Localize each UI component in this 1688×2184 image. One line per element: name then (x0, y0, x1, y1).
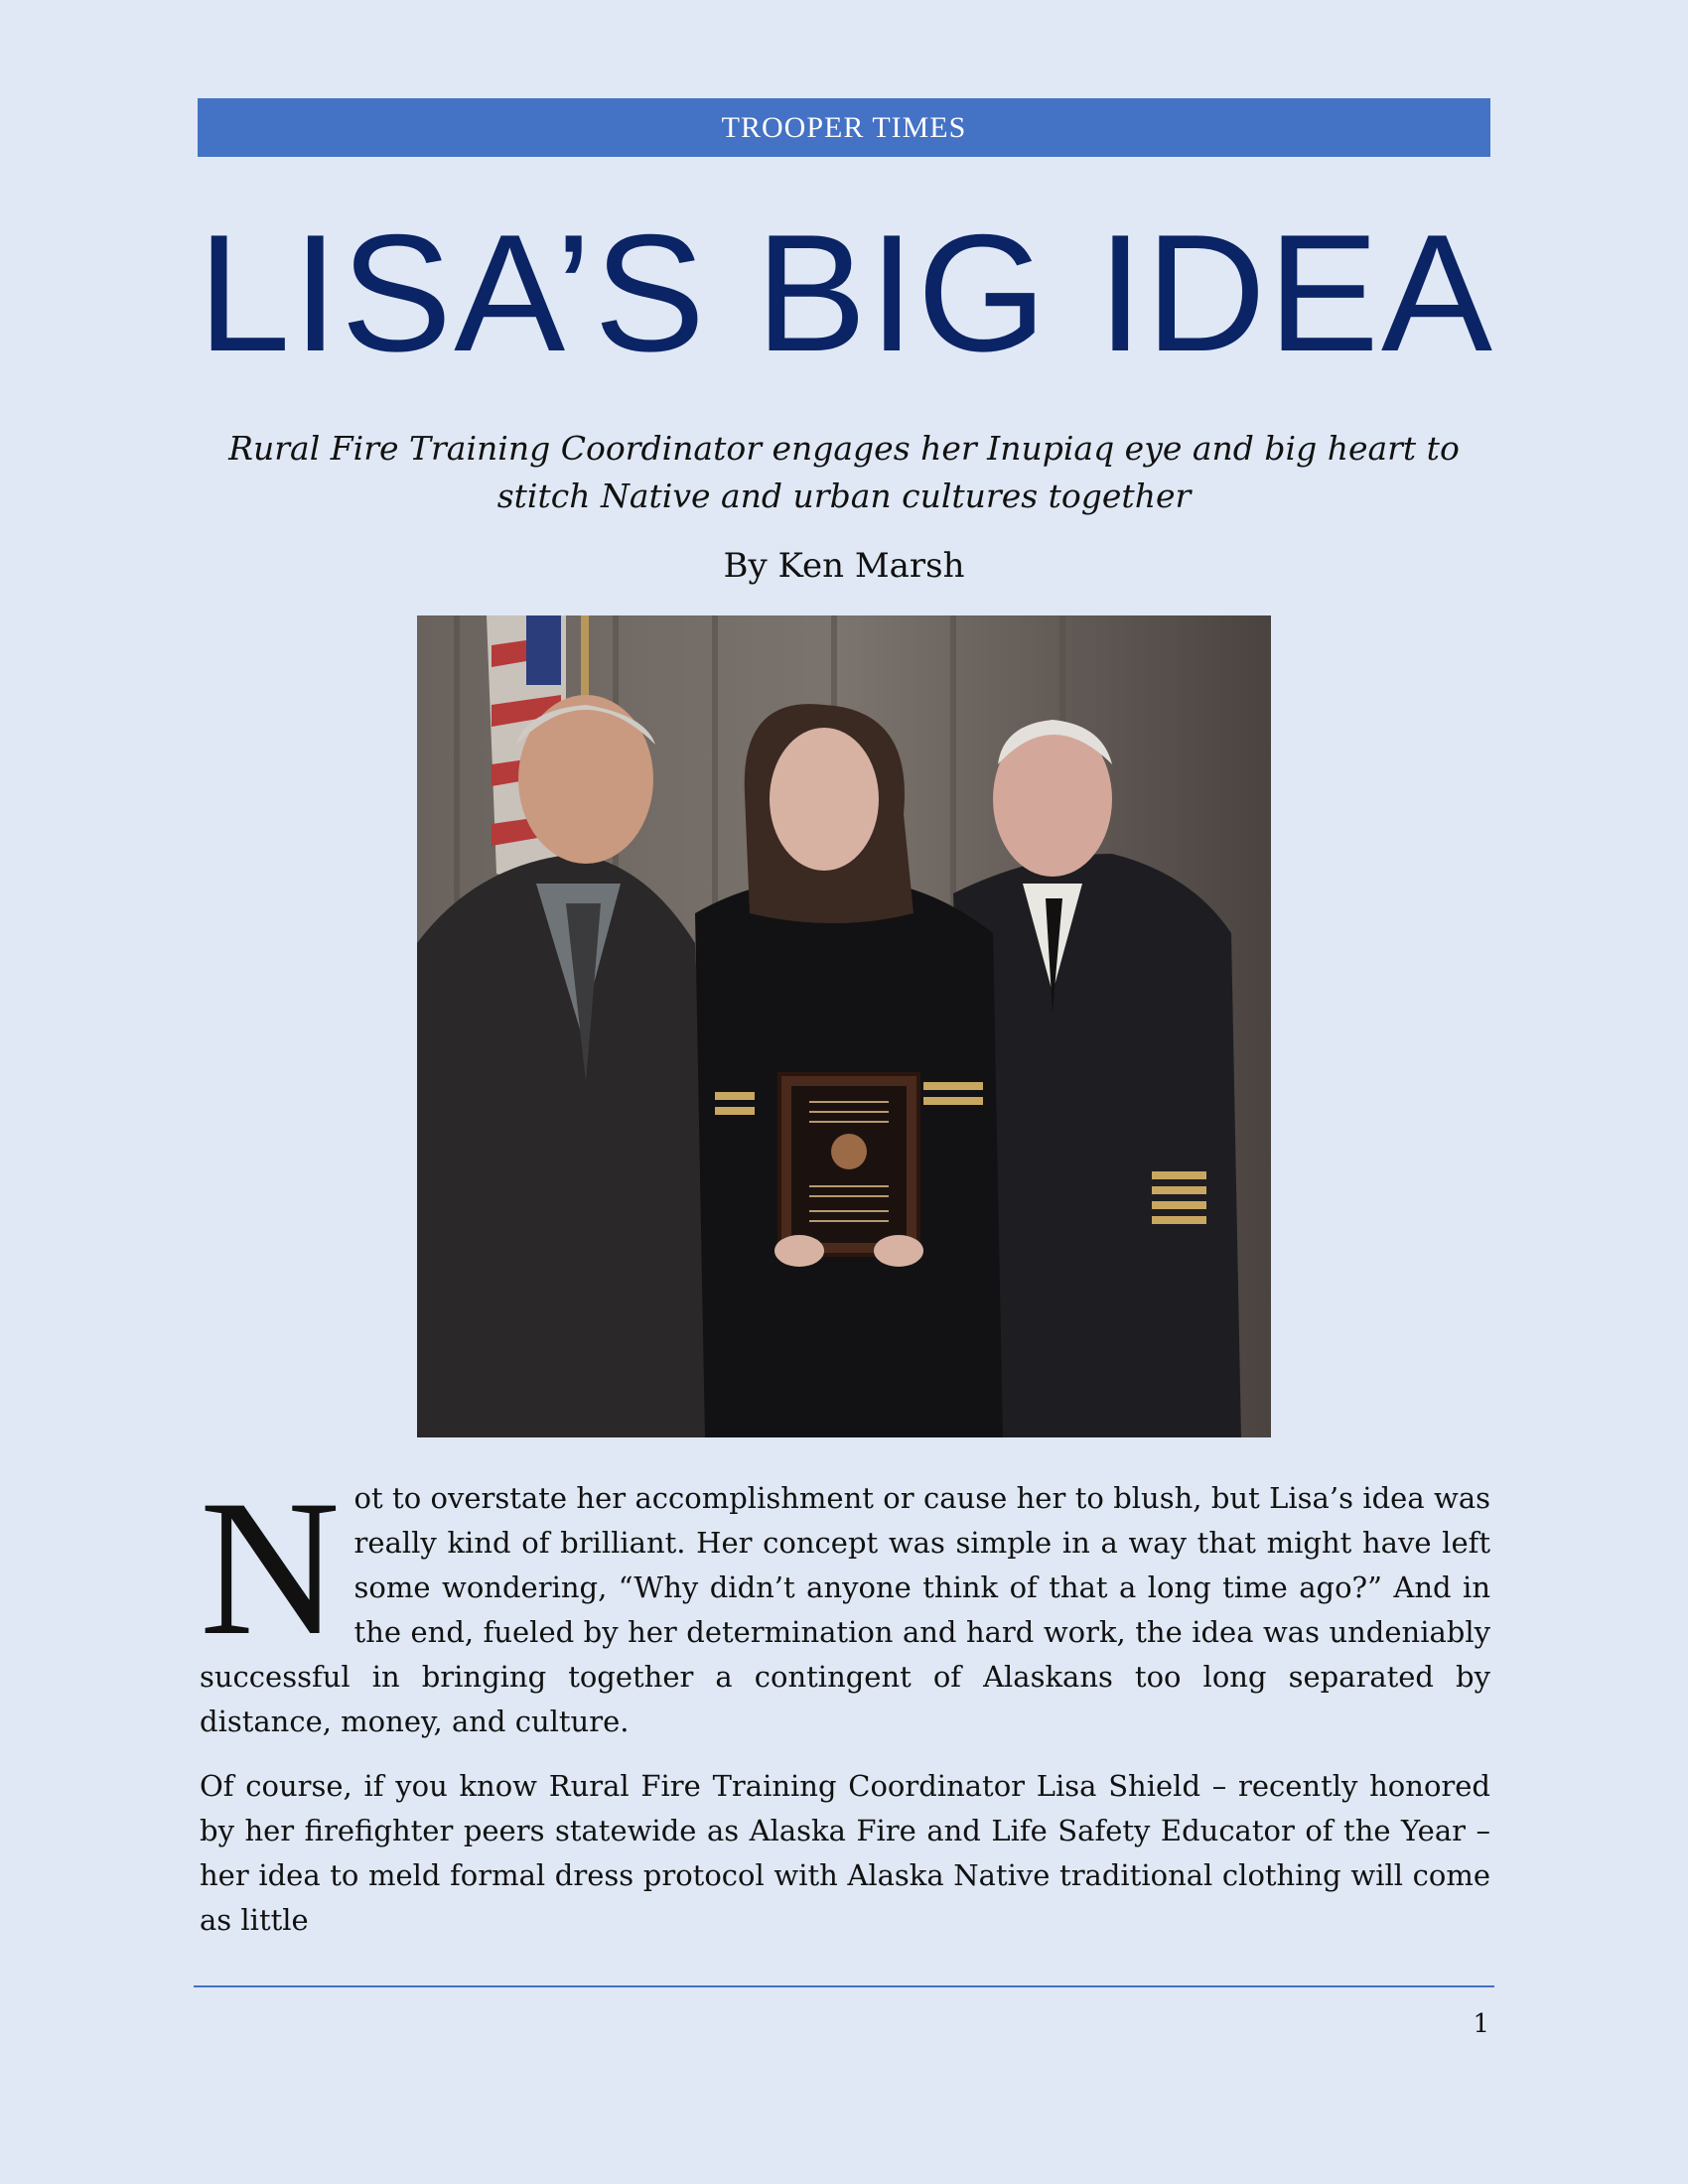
paragraph-2: Of course, if you know Rural Fire Training Coordinator Lisa Shield – recently honored by her firefighter peers statewide as Alaska Fire and Life Safety Educator of the Year – her idea to meld formal dress protocol with Alaska Native traditional clothing will come as little (200, 1769, 1490, 1937)
paragraph-1 (200, 1460, 1490, 1744)
article-subtitle: Rural Fire Training Coordinator engages her Inupiaq eye and big heart to stitch Native and urban cultures together (228, 429, 1460, 515)
footer-divider (194, 1985, 1494, 1987)
article-title: LISA’S BIG IDEA (198, 200, 1494, 386)
article-photo (417, 615, 1271, 1437)
drop-cap: N (200, 1460, 341, 1676)
award-plaque-shape (774, 1074, 923, 1267)
page-number: 1 (1473, 2009, 1489, 2039)
paragraph-1-text: ot to overstate her accomplishment or cause her to blush, but Lisa’s idea was really kind of brilliant. Her concept was simple in a way that might have left some wondering, “Why didn’t anyone think of that a long time ago?” And in the end, fueled by her determination and hard work, the idea was undeniably successful in bringing together a contingent of Alaskans too long separated by distance, money, and culture. (200, 1481, 1490, 1738)
article-byline: By Ken Marsh (723, 546, 965, 586)
article-body (200, 1460, 1490, 1963)
masthead-banner (198, 98, 1490, 157)
publication-name: TROOPER TIMES (721, 110, 967, 144)
